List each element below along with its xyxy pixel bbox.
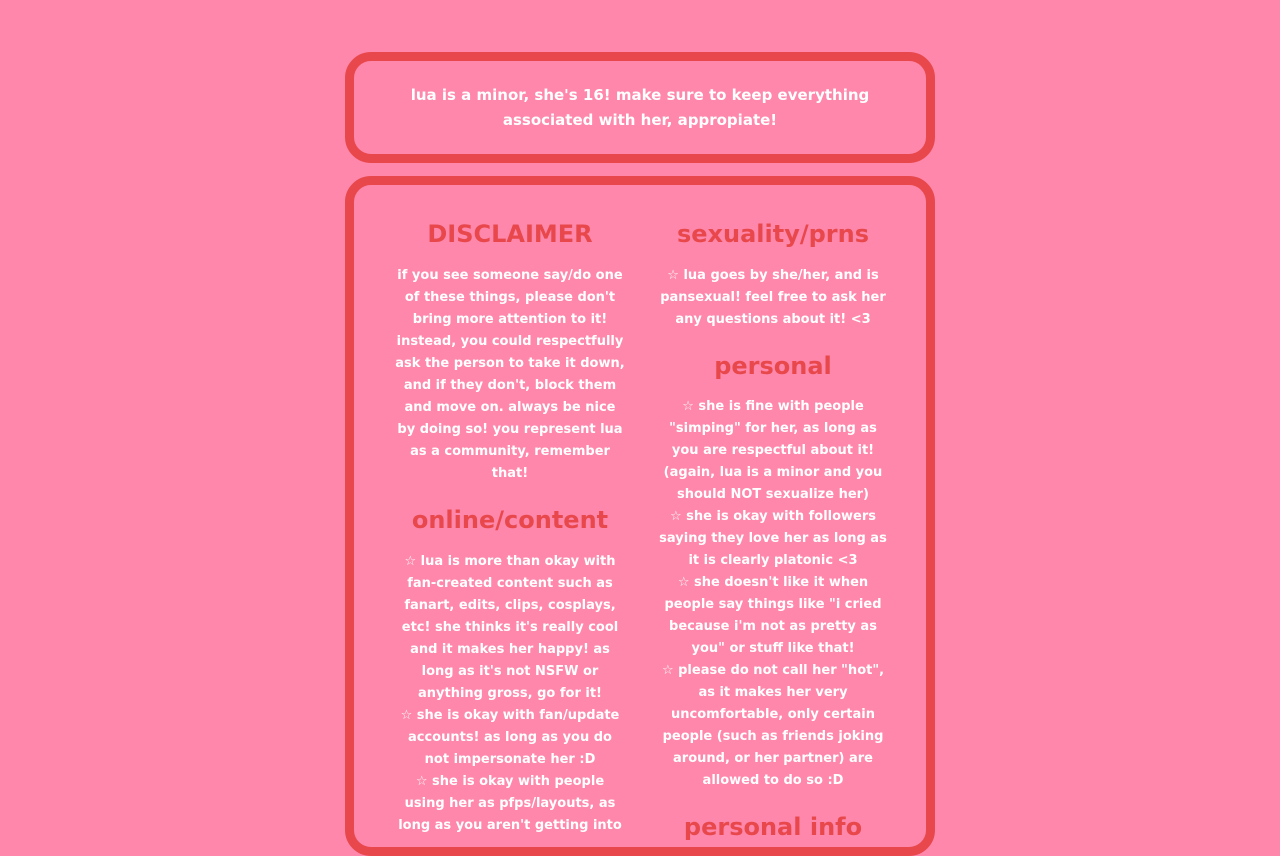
personal-item: ☆ please do not call her "hot", as it makes her very uncomfortable, only certain people (such as friends joking around, or her partner) are allowed to do so :D: [661, 663, 885, 788]
personal-info-heading: personal info: [683, 813, 863, 841]
info-panel: [345, 176, 935, 856]
online-content-item: ☆ she is okay with people using her as pfps/layouts, as long as you aren't getting into: [398, 774, 622, 833]
online-content-item: ☆ she is okay with fan/update accounts! as long as you do not impersonate her :D: [400, 708, 620, 767]
personal-item: ☆ she is okay with followers saying they love her as long as it is clearly platonic <3: [659, 509, 887, 568]
online-content-list: [395, 551, 625, 837]
personal-item: ☆ she is fine with people "simping" for her, as long as you are respectful about it! (again, lua is a minor and you should NOT sexualize her): [663, 399, 883, 502]
personal-list: [658, 396, 888, 792]
minor-notice-text: lua is a minor, she's 16! make sure to keep everything associated with her, appropiate!: [410, 85, 870, 129]
sexuality-heading: sexuality/prns: [676, 220, 870, 248]
right-column: [658, 185, 888, 842]
disclaimer-text: if you see someone say/do one of these things, please don't bring more attention to it! instead, you could respectfully ask the person to take it down, and if they don't, block them and move on. always be nice by doing so! you represent lua as a community, remember that!: [395, 268, 625, 481]
left-column: [395, 185, 625, 837]
personal-heading: personal: [714, 352, 832, 380]
online-content-heading: online/content: [411, 506, 609, 534]
sexuality-text: ☆ lua goes by she/her, and is pansexual! feel free to ask her any questions about it! <3: [660, 268, 886, 327]
online-content-item: ☆ lua is more than okay with fan-created content such as fanart, edits, clips, cosplays, etc! she thinks it's really cool and it makes her happy! as long as it's not NSFW or anything gross, go for it!: [401, 554, 619, 701]
personal-item: ☆ she doesn't like it when people say things like "i cried because i'm not as pretty as you" or stuff like that!: [664, 575, 882, 656]
minor-notice-box: [345, 52, 935, 163]
disclaimer-heading: DISCLAIMER: [427, 220, 593, 248]
